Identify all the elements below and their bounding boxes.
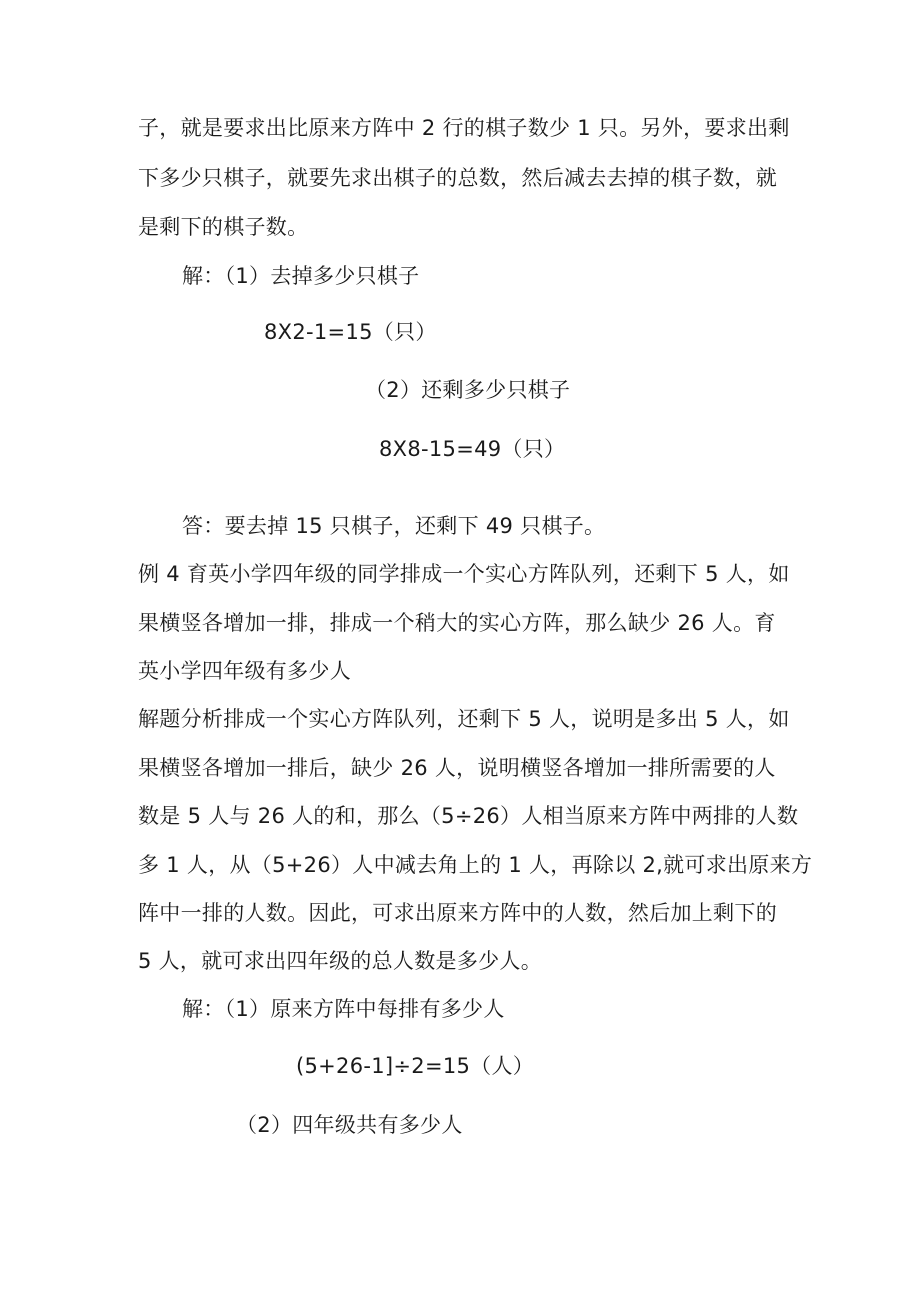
paragraph-line: 解题分析排成一个实心方阵队列，还剩下 5 人，说明是多出 5 人，如 xyxy=(138,707,790,731)
paragraph-line: 英小学四年级有多少人 xyxy=(138,659,351,683)
paragraph-line: 5 人，就可求出四年级的总人数是多少人。 xyxy=(138,949,543,973)
paragraph-line: 数是 5 人与 26 人的和，那么（5÷26）人相当原来方阵中两排的人数 xyxy=(138,804,799,828)
paragraph-line: 例 4 育英小学四年级的同学排成一个实心方阵队列，还剩下 5 人，如 xyxy=(138,562,790,586)
paragraph-line: 下多少只棋子，就要先求出棋子的总数，然后减去去掉的棋子数，就 xyxy=(138,166,777,190)
paragraph-line: 子，就是要求出比原来方阵中 2 行的棋子数少 1 只。另外，要求出剩 xyxy=(138,116,790,140)
paragraph-line: 果横竖各增加一排，排成一个稍大的实心方阵，那么缺少 26 人。育 xyxy=(138,611,776,635)
equation-line: 8X2-1=15（只） xyxy=(264,320,437,344)
paragraph-line: 果横竖各增加一排后，缺少 26 人，说明横竖各增加一排所需要的人 xyxy=(138,756,776,780)
paragraph-line: 是剩下的棋子数。 xyxy=(138,215,309,239)
solution-heading: 解：（1）去掉多少只棋子 xyxy=(182,264,420,288)
paragraph-line: 多 1 人，从（5+26）人中减去角上的 1 人，再除以 2,就可求出原来方 xyxy=(138,853,813,877)
equation-line: (5+26-1]÷2=15（人） xyxy=(296,1054,535,1078)
solution-step: （2）还剩多少只棋子 xyxy=(365,378,571,402)
solution-heading: 解：（1）原来方阵中每排有多少人 xyxy=(182,997,505,1021)
paragraph-line: 阵中一排的人数。因此，可求出原来方阵中的人数，然后加上剩下的 xyxy=(138,901,777,925)
answer-line: 答：要去掉 15 只棋子，还剩下 49 只棋子。 xyxy=(182,514,606,538)
equation-line: 8X8-15=49（只） xyxy=(379,437,566,461)
solution-step: （2）四年级共有多少人 xyxy=(236,1113,463,1137)
